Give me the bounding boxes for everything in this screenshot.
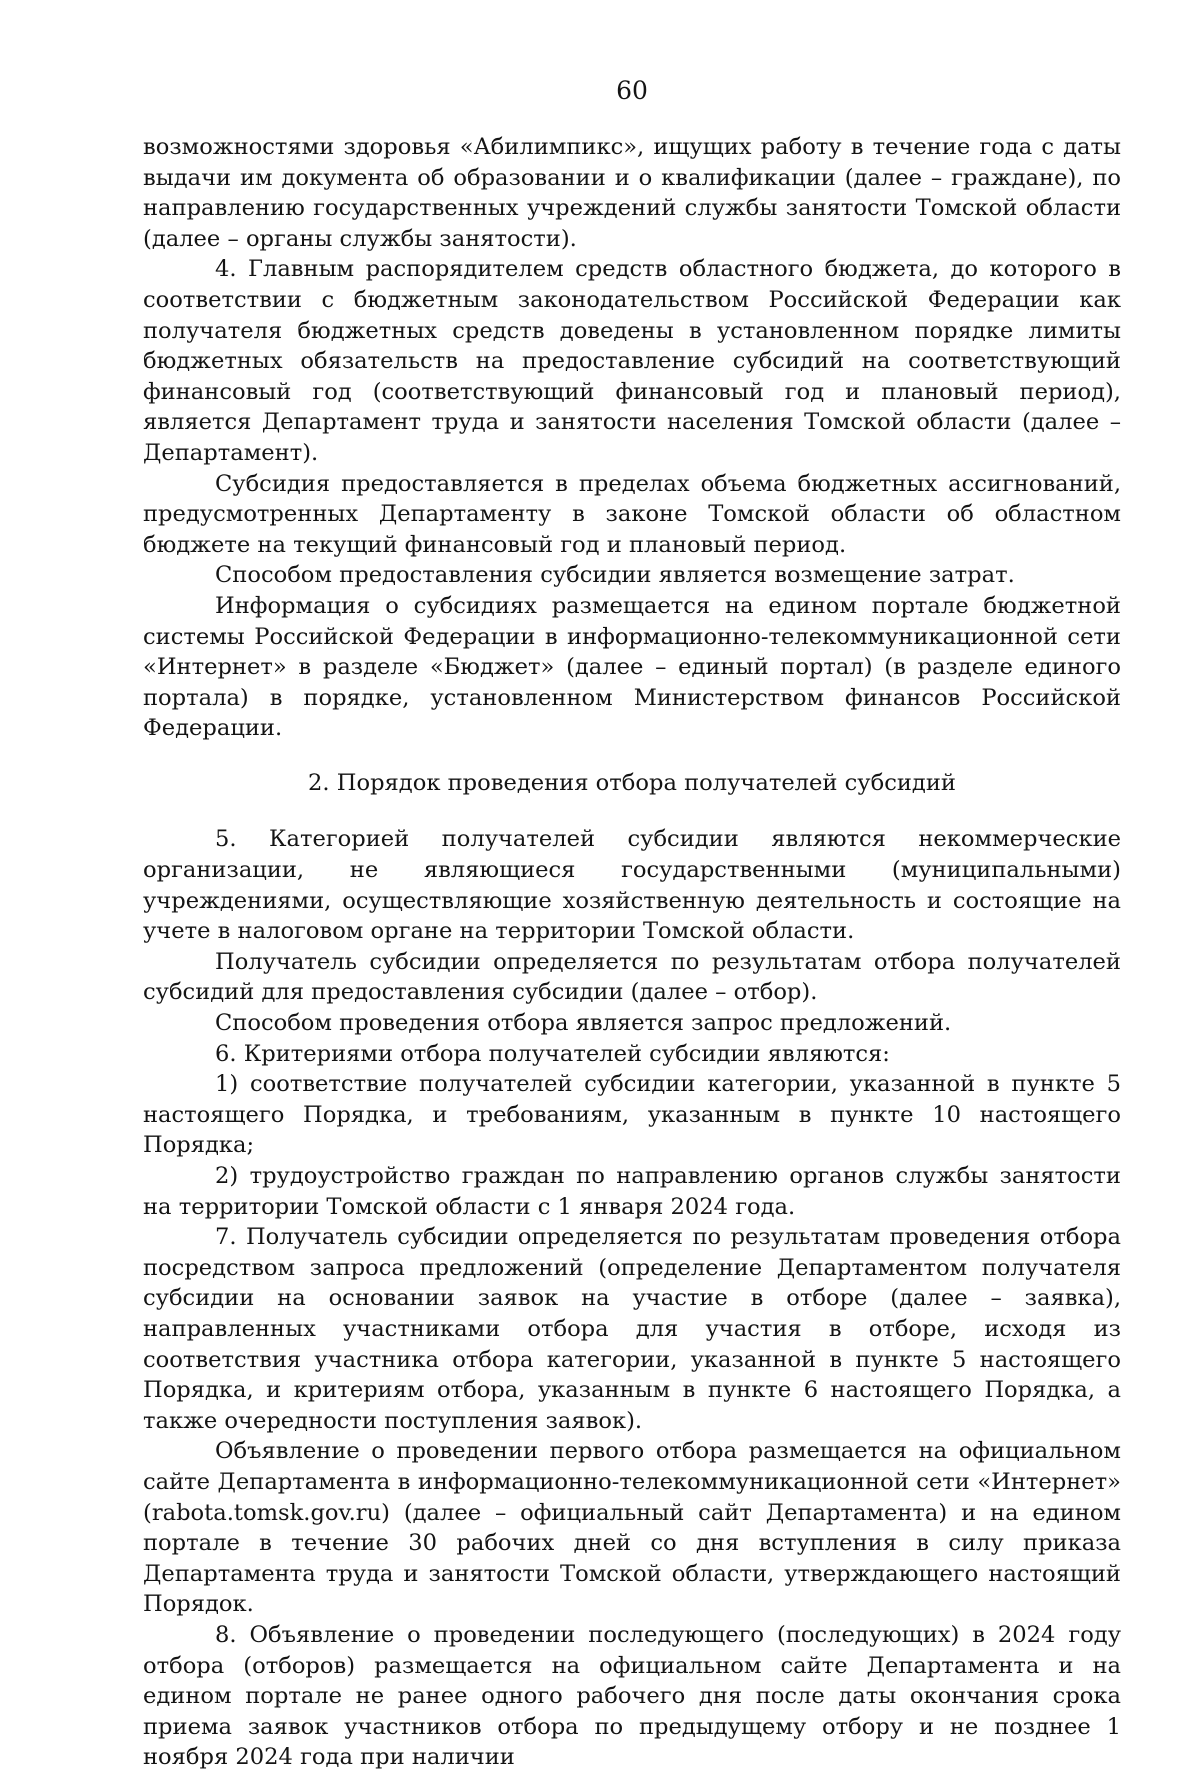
document-body <box>143 132 1121 1773</box>
paragraph-recipient-selection: Получатель субсидии определяется по результатам отбора получателей субсидий для предоставления субсидии (далее – отбор). <box>143 948 1121 1006</box>
paragraph-portal-info: Информация о субсидиях размещается на едином портале бюджетной системы Российской Федерации в информационно-телекоммуникационной сети «Интернет» в разделе «Бюджет» (далее – единый портал) (в разделе единого портала) в порядке, установленном Министерством финансов Российской Федерации. <box>143 592 1121 742</box>
paragraph-item-6: 6. Критериями отбора получателей субсидии являются: <box>215 1040 890 1067</box>
section-heading: 2. Порядок проведения отбора получателей субсидий <box>308 769 956 796</box>
paragraph-subsidy-limits: Субсидия предоставляется в пределах объема бюджетных ассигнований, предусмотренных Департаменту в законе Томской области об областном бюджете на текущий финансовый год и плановый период. <box>143 470 1121 558</box>
paragraph-item-4: 4. Главным распорядителем средств областного бюджета, до которого в соответствии с бюджетным законодательством Российской Федерации как получателя бюджетных средств доведены в установленном порядке лимиты бюджетных обязательств на предоставление субсидий на соответствующий финансовый год (соответствующий финансовый год и плановый период), является Департамент труда и занятости населения Томской области (далее – Департамент). <box>143 256 1121 466</box>
paragraph-item-8: 8. Объявление о проведении последующего (последующих) в 2024 году отбора (отборов) размещается на официальном сайте Департамента и на едином портале не ранее одного рабочего дня после даты окончания срока приема заявок участников отбора по предыдущему отбору и не позднее 1 ноября 2024 года при наличии <box>143 1621 1121 1771</box>
paragraph-item-5: 5. Категорией получателей субсидии являются некоммерческие организации, не являющиеся государственными (муниципальными) учреждениями, осуществляющие хозяйственную деятельность и состоящие на учете в налоговом органе на территории Томской области. <box>143 826 1121 945</box>
paragraph-selection-method: Способом проведения отбора является запрос предложений. <box>215 1010 952 1037</box>
paragraph-first-announcement: Объявление о проведении первого отбора размещается на официальном сайте Департамента в информационно-телекоммуникационной сети «Интернет» (rabota.tomsk.gov.ru) (далее – официальный сайт Департамента) и на едином портале в течение 30 рабочих дней со дня вступления в силу приказа Департамента труда и занятости Томской области, утверждающего настоящий Порядок. <box>143 1438 1121 1618</box>
paragraph-criterion-2: 2) трудоустройство граждан по направлению органов службы занятости на территории Томской области с 1 января 2024 года. <box>143 1163 1121 1220</box>
page-number: 60 <box>616 76 648 105</box>
paragraph-criterion-1: 1) соответствие получателей субсидии категории, указанной в пункте 5 настоящего Порядка, и требованиям, указанным в пункте 10 настоящего Порядка; <box>143 1071 1121 1159</box>
paragraph-subsidy-method: Способом предоставления субсидии является возмещение затрат. <box>215 562 1015 589</box>
paragraph-continuation: возможностями здоровья «Абилимпикс», ищущих работу в течение года с даты выдачи им документа об образовании и о квалификации (далее – граждане), по направлению государственных учреждений службы занятости Томской области (далее – органы службы занятости). <box>143 134 1121 252</box>
paragraph-item-7: 7. Получатель субсидии определяется по результатам проведения отбора посредством запроса предложений (определение Департаментом получателя субсидии на основании заявок на участие в отборе (далее – заявка), направленных участниками отбора для участия в отборе, исходя из соответствия участника отбора категории, указанной в пункте 5 настоящего Порядка, и критериям отбора, указанным в пункте 6 настоящего Порядка, а также очередности поступления заявок). <box>143 1224 1121 1434</box>
